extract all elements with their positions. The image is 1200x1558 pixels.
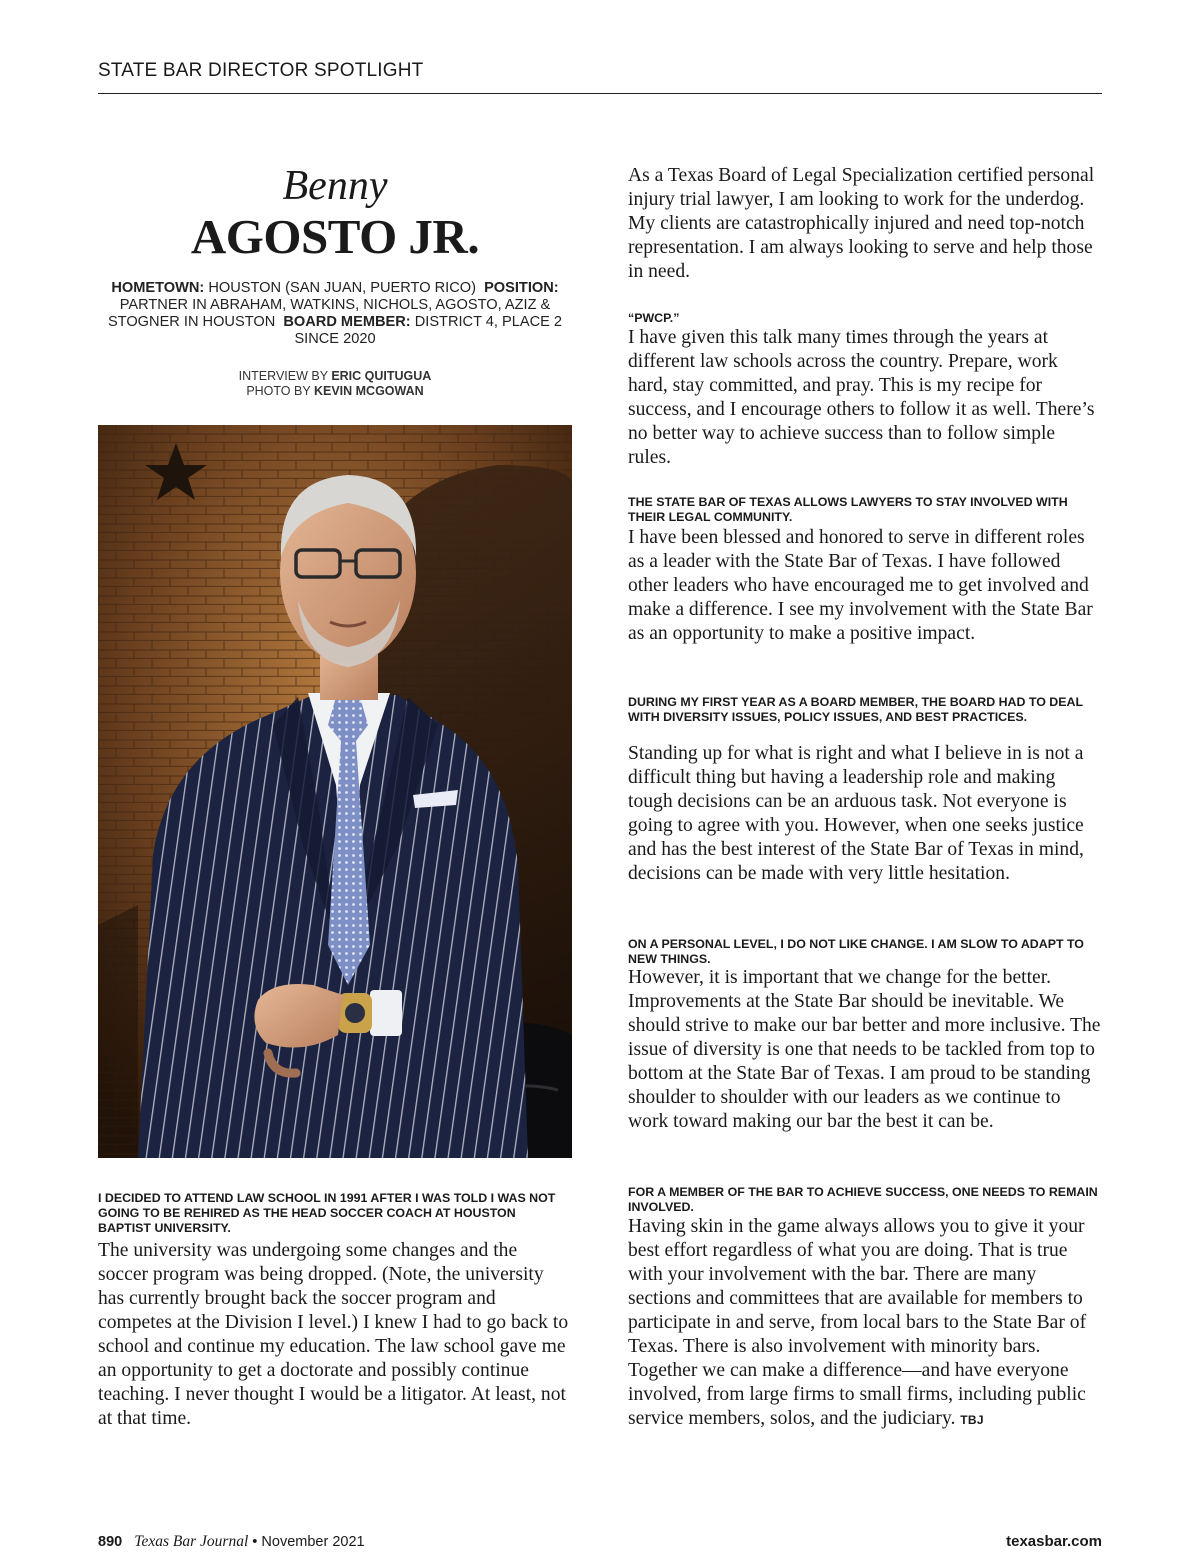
board-label: BOARD MEMBER: xyxy=(283,314,411,330)
subject-first-name: Benny xyxy=(282,163,388,209)
end-mark: TBJ xyxy=(960,1413,984,1427)
answer-2: I have given this talk many times through the years at different law schools across the country. Prepare, work hard, stay committed, and pray. This is my recipe for success, and I encourage others to follow it as well. There’s no better way to achieve success than to follow simple rules. xyxy=(628,327,1095,468)
answer-1: The university was undergoing some changes and the soccer program was being dropped. (Note, the university has currently brought back the soccer program and competes at the Division I level.) I knew I had to go back to school and continue my education. The law school gave me an opportunity to get a doctorate and possibly continue teaching. I never thought I would be a litigator. At least, not at that time. xyxy=(98,1240,569,1429)
hometown-value: HOUSTON (SAN JUAN, PUERTO RICO) xyxy=(208,280,476,296)
position-label: POSITION: xyxy=(484,280,559,296)
position-value: PARTNER IN ABRAHAM, WATKINS, NICHOLS, AGOSTO, AZIZ & STOGNER IN HOUSTON xyxy=(107,297,551,330)
intro-paragraph: As a Texas Board of Legal Specialization certified personal injury trial lawyer, I am looking to work for the underdog. My clients are catastrophically injured and need top-notch representation. I am always looking to serve and help those in need. xyxy=(628,165,1095,282)
question-3: THE STATE BAR OF TEXAS ALLOWS LAWYERS TO STAY INVOLVED WITH THEIR LEGAL COMMUNITY. xyxy=(628,495,1068,524)
portrait-photo xyxy=(98,425,572,1158)
answer-6 xyxy=(628,1215,1102,1432)
answer-6-text: Having skin in the game always allows you to give it your best effort regardless of what you are doing. That is true with your involvement with the bar. There are many sections and committees that are available for members to participate in and serve, from local bars to the State Bar of Texas. There is also involvement with minority bars. Together we can make a difference—and have everyone involved, from large firms to small firms, including public service members, solos, and the judiciary. xyxy=(628,1216,1087,1429)
subject-last-name: AGOSTO JR. xyxy=(190,209,480,264)
question-5: ON A PERSONAL LEVEL, I DO NOT LIKE CHANGE. I AM SLOW TO ADAPT TO NEW THINGS. xyxy=(628,937,1084,966)
header-rule xyxy=(98,93,1102,94)
answer-3: I have been blessed and honored to serve in different roles as a leader with the State Bar of Texas. I have followed other leaders who have encouraged me to get involved and make a difference. I see my involvement with the State Bar as an opportunity to make a positive impact. xyxy=(628,527,1093,644)
bio-block xyxy=(98,280,572,348)
section-label: STATE BAR DIRECTOR SPOTLIGHT xyxy=(98,60,424,81)
question-4: DURING MY FIRST YEAR AS A BOARD MEMBER, THE BOARD HAD TO DEAL WITH DIVERSITY ISSUES, POLICY ISSUES, AND BEST PRACTICES. xyxy=(628,695,1083,724)
answer-5: However, it is important that we change for the better. Improvements at the State Bar should be inevitable. We should strive to make our bar better and more inclusive. The issue of diversity is one that needs to be tackled from top to bottom at the State Bar of Texas. I am proud to be standing shoulder to shoulder with our leaders as we continue to work toward making our bar the best it can be. xyxy=(628,967,1101,1132)
photo-credit: PHOTO BY KEVIN MCGOWAN xyxy=(246,384,424,398)
issue-date: November 2021 xyxy=(261,1534,365,1550)
question-1: I DECIDED TO ATTEND LAW SCHOOL IN 1991 AFTER I WAS TOLD I WAS NOT GOING TO BE REHIRED AS THE HEAD SOCCER COACH AT HOUSTON BAPTIST UNIVERSITY. xyxy=(98,1191,556,1235)
page-footer xyxy=(98,1533,1102,1553)
website-link[interactable]: texasbar.com xyxy=(1006,1533,1102,1550)
interview-credit: INTERVIEW BY ERIC QUITUGUA xyxy=(238,369,432,383)
question-6: FOR A MEMBER OF THE BAR TO ACHIEVE SUCCESS, ONE NEEDS TO REMAIN INVOLVED. xyxy=(628,1185,1098,1214)
credits xyxy=(98,369,572,399)
board-value: DISTRICT 4, PLACE 2 SINCE 2020 xyxy=(294,314,563,347)
page-number: 890 xyxy=(98,1534,123,1550)
question-2: “PWCP.” xyxy=(628,311,680,325)
hometown-label: HOMETOWN: xyxy=(111,280,205,296)
journal-name: Texas Bar Journal xyxy=(134,1533,249,1550)
footer-bullet: • xyxy=(252,1534,258,1550)
answer-4: Standing up for what is right and what I believe in is not a difficult thing but having a leadership role and making tough decisions can be an arduous task. Not everyone is going to agree with you. However, when one seeks justice and has the best interest of the State Bar of Texas in mind, decisions can be made with very little hesitation. xyxy=(628,743,1084,884)
